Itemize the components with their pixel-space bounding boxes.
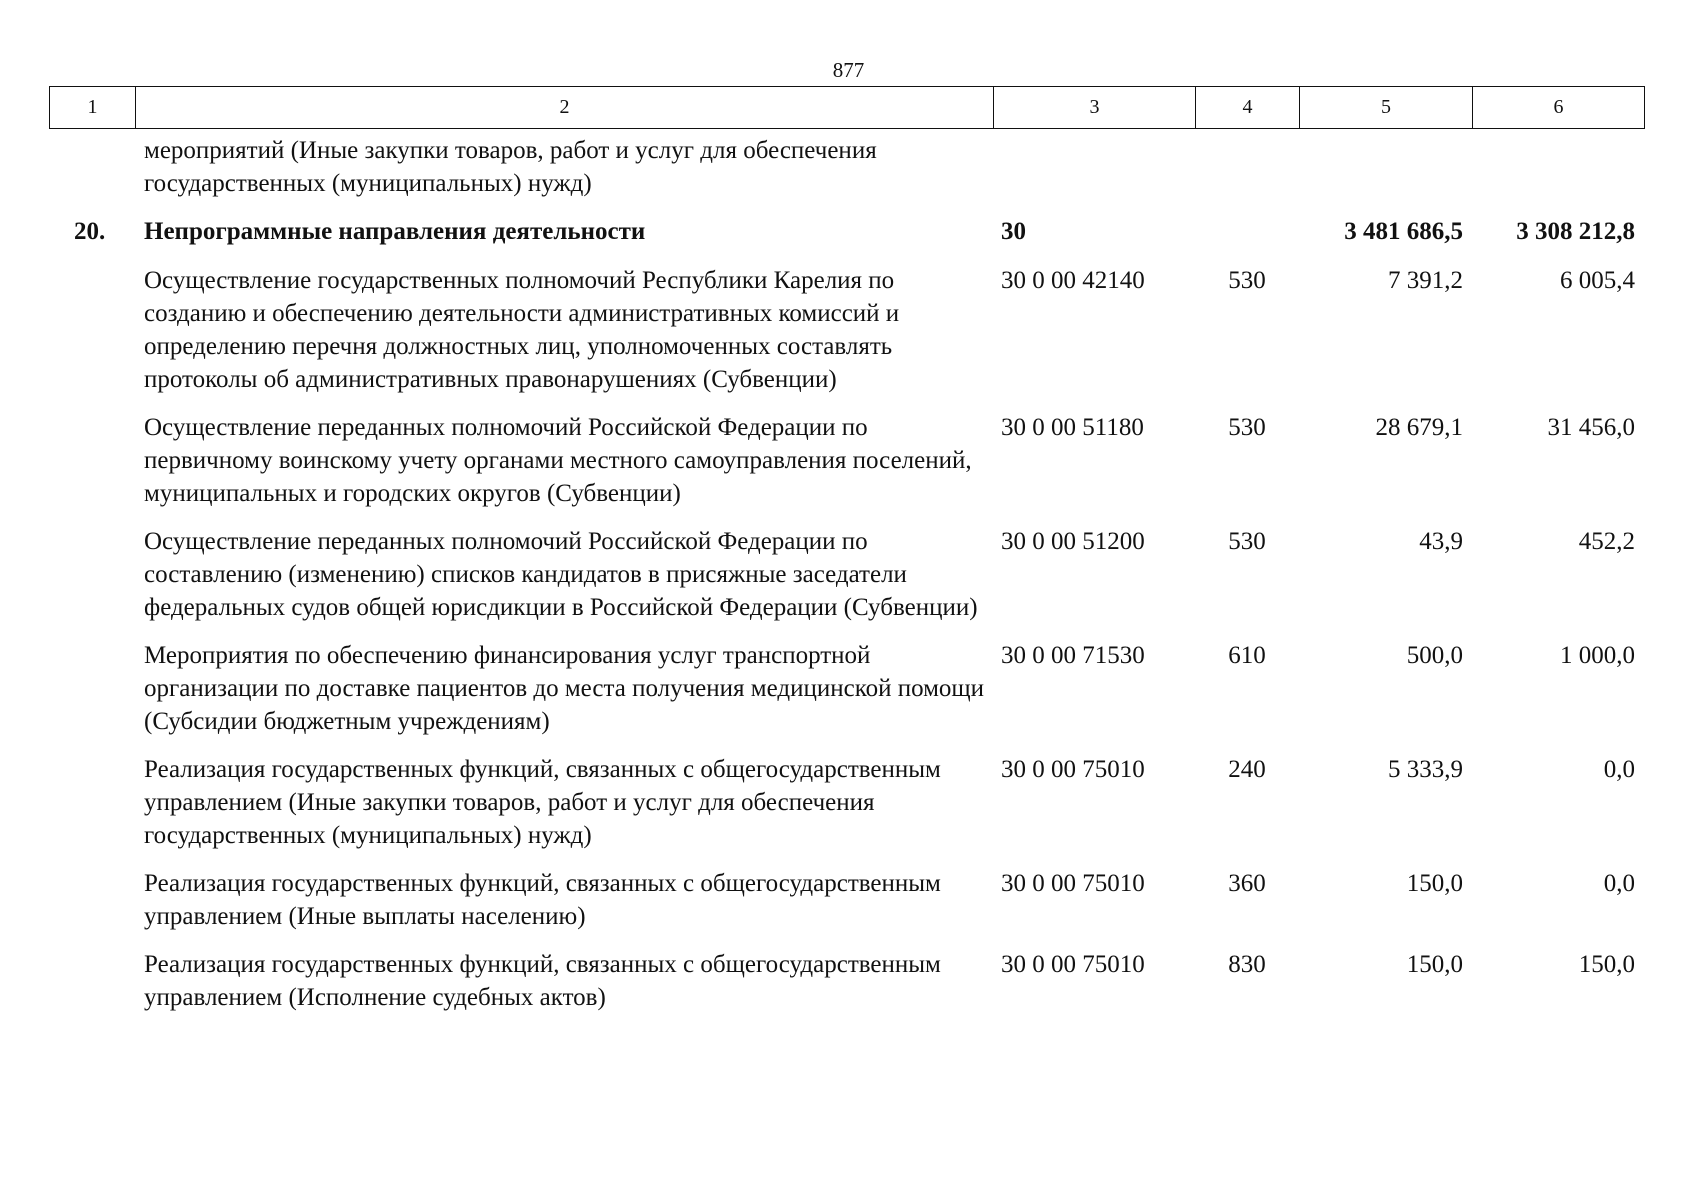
row-type: 360 [1228,870,1266,897]
row-number [49,867,135,948]
row-amount-2: 3 308 212,8 [1516,218,1635,245]
row-amount-1: 150,0 [1406,870,1463,897]
row-type [1195,215,1299,264]
row-name: Мероприятия по обеспечению финансирования услуг транспортной организации по доставке пациентов до места получения медицинской помощи (Субсидии бюджетным учреждениям) [144,642,985,735]
table-row [49,639,1644,753]
header-col-6: 6 [1473,87,1645,129]
header-row [50,87,1645,129]
row-amount-2: 150,0 [1578,951,1635,978]
row-number [49,948,135,1029]
row-code: 30 [1001,218,1026,245]
row-type: 610 [1228,642,1266,669]
table-row [49,867,1644,948]
row-number [49,525,135,639]
row-number [49,753,135,867]
header-col-5: 5 [1300,87,1473,129]
row-number [49,411,135,525]
row-amount-1: 150,0 [1406,951,1463,978]
row-name: Осуществление переданных полномочий Российской Федерации по первичному воинскому учету органами местного самоуправления поселений, муниципальных и городских округов (Субвенции) [144,414,972,507]
budget-table [49,134,1644,1029]
row-type: 530 [1228,414,1266,441]
row-amount-2: 31 456,0 [1547,414,1635,441]
row-type: 530 [1228,267,1266,294]
row-number: 20. [74,218,106,245]
row-code: 30 0 00 51200 [1001,528,1145,555]
row-amount-1: 3 481 686,5 [1344,218,1463,245]
row-name: Реализация государственных функций, связанных с общегосударственным управлением (Исполнение судебных актов) [144,951,941,1011]
row-amount-2: 0,0 [1603,756,1635,783]
column-number-header [49,86,1645,129]
row-type: 240 [1228,756,1266,783]
row-amount-1: 28 679,1 [1375,414,1463,441]
table-row [49,264,1644,411]
row-name: Реализация государственных функций, связанных с общегосударственным управлением (Иные выплаты населению) [144,870,941,930]
table-row [49,753,1644,867]
row-type: 830 [1228,951,1266,978]
table-row [49,525,1644,639]
row-amount-1: 500,0 [1406,642,1463,669]
table-row-section [49,215,1644,264]
row-amount-1: 5 333,9 [1388,756,1463,783]
row-number [49,264,135,411]
row-number [49,134,135,215]
row-code: 30 0 00 51180 [1001,414,1144,441]
page-number: 877 [832,58,865,82]
row-type [1195,134,1299,215]
row-amount-2: 452,2 [1578,528,1635,555]
row-amount-2: 1 000,0 [1560,642,1635,669]
row-code: 30 0 00 75010 [1001,951,1145,978]
header-col-1: 1 [50,87,136,129]
row-code: 30 0 00 71530 [1001,642,1145,669]
row-code: 30 0 00 75010 [1001,870,1145,897]
table-row [49,411,1644,525]
row-amount-1: 43,9 [1419,528,1463,555]
row-name: мероприятий (Иные закупки товаров, работ и услуг для обеспечения государственных (муниципальных) нужд) [144,137,877,197]
row-type: 530 [1228,528,1266,555]
header-col-2: 2 [136,87,994,129]
table-row [49,948,1644,1029]
row-number [49,639,135,753]
row-code: 30 0 00 75010 [1001,756,1145,783]
row-code [993,134,1195,215]
row-amount-1: 7 391,2 [1388,267,1463,294]
header-col-3: 3 [994,87,1196,129]
row-amount-1 [1299,134,1472,215]
row-amount-2 [1472,134,1644,215]
row-name: Осуществление переданных полномочий Российской Федерации по составлению (изменению) списков кандидатов в присяжные заседатели федеральных судов общей юрисдикции в Российской Федерации (Субвенции) [144,528,978,621]
row-amount-2: 6 005,4 [1560,267,1635,294]
row-amount-2: 0,0 [1603,870,1635,897]
header-col-4: 4 [1196,87,1300,129]
row-code: 30 0 00 42140 [1001,267,1145,294]
row-name: Реализация государственных функций, связанных с общегосударственным управлением (Иные закупки товаров, работ и услуг для обеспечения государственных (муниципальных) нужд) [144,756,941,849]
table-row [49,134,1644,215]
row-name: Непрограммные направления деятельности [144,218,646,245]
row-name: Осуществление государственных полномочий Республики Карелия по созданию и обеспечению деятельности административных комиссий и определению перечня должностных лиц, уполномоченных составлять протоколы об административных правонарушениях (Субвенции) [144,267,900,393]
